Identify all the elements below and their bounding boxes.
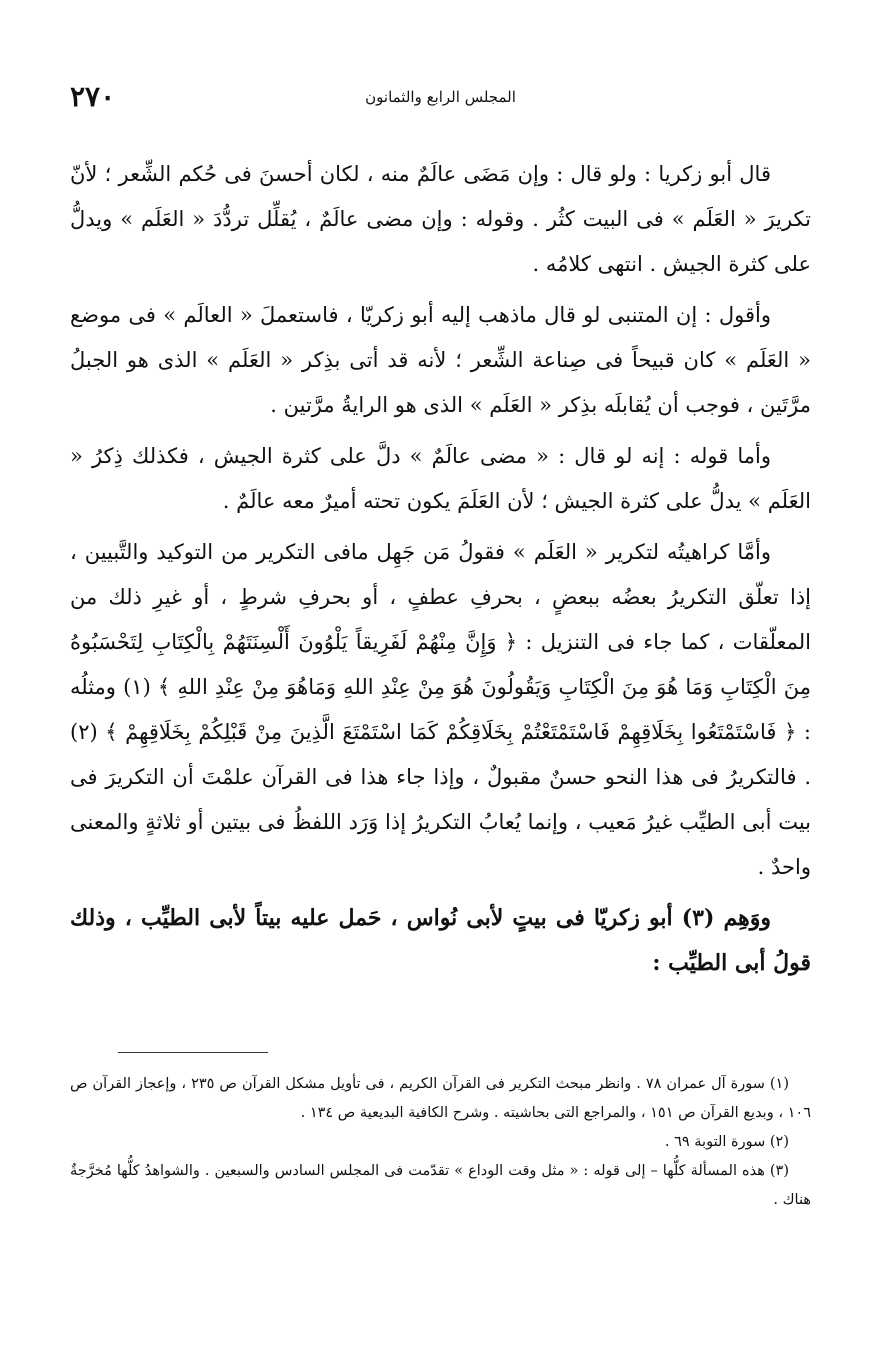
page-header — [70, 80, 811, 120]
main-text — [70, 152, 811, 992]
paragraph-4: وأمَّا كراهيتُه لتكرير « العَلَم » فقولُ مَن جَهِل مافى التكرير من التوكيد والتَّبيين ، إذا تعلّق التكريرُ بعضُه ببعضٍ ، بحرفِ عطفٍ ، أو بحرفِ شرطٍ ، أو غيرِ ذلك من المعلّقات ، كما جاء فى التنزيل : ﴿ وَإِنَّ مِنْهُمْ لَفَرِيقاً يَلْوُونَ أَلْسِنَتَهُمْ بِالْكِتَابِ لِتَحْسَبُوهُ مِنَ الْكِتَابِ وَمَا هُوَ مِنَ الْكِتَابِ وَيَقُولُونَ هُوَ مِنْ عِنْدِ اللهِ وَمَاهُوَ مِنْ عِنْدِ اللهِ ﴾ (١) ومثلُه : ﴿ فَاسْتَمْتَعُوا بِخَلَاقِهِمْ فَاسْتَمْتَعْتُمْ بِخَلَاقِكُمْ كَمَا اسْتَمْتَعَ الَّذِينَ مِنْ قَبْلِكُمْ بِخَلَاقِهِمْ ﴾ (٢) . فالتكريرُ فى هذا النحو حسنٌ مقبولٌ ، وإذا جاء هذا فى القرآن علمْتَ أن التكريرَ فى بيت أبى الطيِّب غيرُ مَعيب ، وإنما يُعابُ التكريرُ إذا وَرَد اللفظُ فى بيتين أو ثلاثةٍ والمعنى واحدٌ . — [70, 540, 811, 879]
footnotes — [70, 1070, 811, 1215]
footnote-divider — [118, 1052, 268, 1053]
paragraph-1: قال أبو زكريا : ولو قال : وإن مَضَى عالَمٌ منه ، لكان أحسنَ فى حُكم الشِّعر ؛ لأنّ تكريرَ « العَلَم » فى البيت كثُر . وقوله : وإن مضى عالَمٌ ، يُقلِّل تردُّدَ « العَلَم » ويدلُّ على كثرة الجيش . انتهى كلامُه . — [70, 162, 811, 276]
paragraph-2: وأقول : إن المتنبى لو قال ماذهب إليه أبو زكريّا ، فاستعملَ « العالَم » فى موضع « العَلَم » كان قبيحاً فى صِناعة الشِّعر ؛ لأنه قد أتى بذِكر « العَلَم » الذى هو الجبلُ مرَّتَين ، فوجب أن يُقابلَه بذِكر « العَلَم » الذى هو الرايةُ مرَّتين . — [70, 303, 811, 417]
footnote-2: (٢) سورة التوبة ٦٩ . — [664, 1134, 789, 1150]
footnote-3: (٣) هذه المسألة كلُّها – إلى قوله : « مثل وقت الوداع » تقدّمت فى المجلس السادس والسبعين . والشواهدُ كلُّها مُخرَّجةٌ هناك . — [70, 1163, 811, 1208]
paragraph-5: ووَهِم (٣) أبو زكريّا فى بيتٍ لأبى نُواس ، حَمل عليه بيتاً لأبى الطيِّب ، وذلك قولُ أبى الطيِّب : — [70, 905, 811, 976]
page-number: ٢٧٠ — [70, 80, 116, 113]
footnote-1: (١) سورة آل عمران ٧٨ . وانظر مبحث التكرير فى القرآن الكريم ، فى تأويل مشكل القرآن ص ٢٣٥ ، وإعجاز القرآن ص ١٠٦ ، وبديع القرآن ص ١٥١ ، والمراجع التى بحاشيته . وشرح الكافية البديعية ص ١٣٤ . — [70, 1076, 811, 1121]
running-title: المجلس الرابع والثمانون — [365, 88, 516, 106]
paragraph-3: وأما قوله : إنه لو قال : « مضى عالَمٌ » دلَّ على كثرة الجيش ، فكذلك ذِكرُ « العَلَم » يدلُّ على كثرة الجيش ؛ لأن العَلَمَ يكون تحته أميرٌ معه عالَمٌ . — [70, 444, 811, 513]
